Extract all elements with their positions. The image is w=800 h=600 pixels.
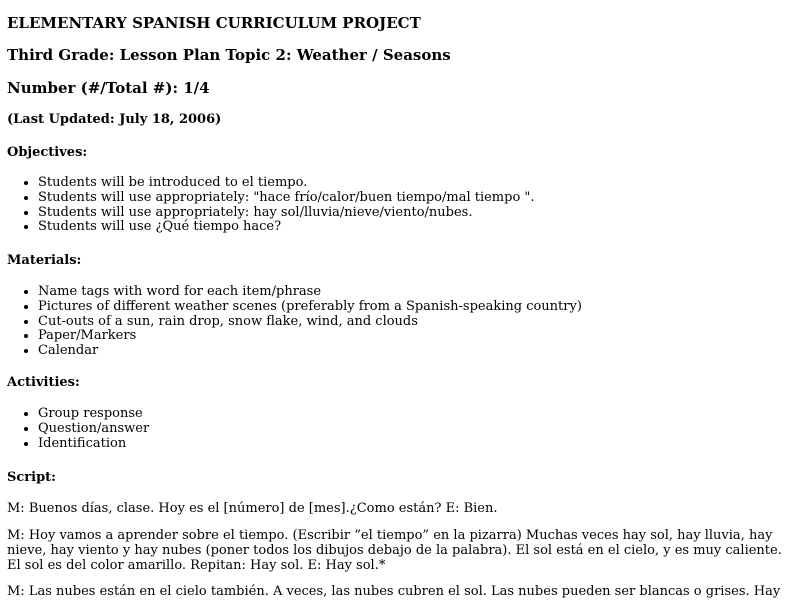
list-item: • Students will be introduced to el tiempo. bbox=[38, 176, 535, 191]
list-item: • Students will use appropriately: "hace frío/calor/buen tiempo/mal tiempo ". bbox=[38, 191, 535, 206]
list-item: • Paper/Markers bbox=[38, 329, 582, 344]
list-item: • Cut-outs of a sun, rain drop, snow flake, wind, and clouds bbox=[38, 315, 582, 330]
materials-list bbox=[7, 285, 582, 359]
script-heading: Script: bbox=[7, 470, 56, 485]
list-item: • Name tags with word for each item/phrase bbox=[38, 285, 582, 300]
list-item: • Students will use appropriately: hay sol/lluvia/nieve/viento/nubes. bbox=[38, 206, 535, 221]
last-updated: (Last Updated: July 18, 2006) bbox=[7, 112, 222, 127]
script-paragraph: M: Hoy vamos a aprender sobre el tiempo. (Escribir “el tiempo” en la pizarra) Muchas veces hay sol, hay lluvia, hay nieve, hay viento y hay nubes (poner todos los dibujos debajo de la palabra). El sol está en el cielo, y es muy caliente. El sol es del color amarillo. Repitan: Hay sol. E: Hay sol.* bbox=[7, 528, 782, 573]
objectives-list bbox=[7, 176, 535, 235]
list-item: • Calendar bbox=[38, 344, 582, 359]
materials-heading: Materials: bbox=[7, 253, 82, 268]
script-paragraph: M: Buenos días, clase. Hoy es el [número] de [mes].¿Como están? E: Bien. bbox=[7, 501, 498, 516]
list-item: • Pictures of different weather scenes (preferably from a Spanish-speaking country) bbox=[38, 300, 582, 315]
list-item: • Identification bbox=[38, 437, 149, 452]
activities-heading: Activities: bbox=[7, 375, 80, 390]
list-item: • Students will use ¿Qué tiempo hace? bbox=[38, 220, 535, 235]
activities-list bbox=[7, 407, 149, 451]
script-paragraph: M: Las nubes están en el cielo también. A veces, las nubes cubren el sol. Las nubes pueden ser blancas o grises. Hay bbox=[7, 584, 781, 599]
lesson-number: Number (#/Total #): 1/4 bbox=[7, 79, 210, 97]
project-title: ELEMENTARY SPANISH CURRICULUM PROJECT bbox=[7, 14, 421, 32]
lesson-title: Third Grade: Lesson Plan Topic 2: Weather / Seasons bbox=[7, 46, 451, 64]
list-item: • Group response bbox=[38, 407, 149, 422]
list-item: • Question/answer bbox=[38, 422, 149, 437]
objectives-heading: Objectives: bbox=[7, 145, 88, 160]
